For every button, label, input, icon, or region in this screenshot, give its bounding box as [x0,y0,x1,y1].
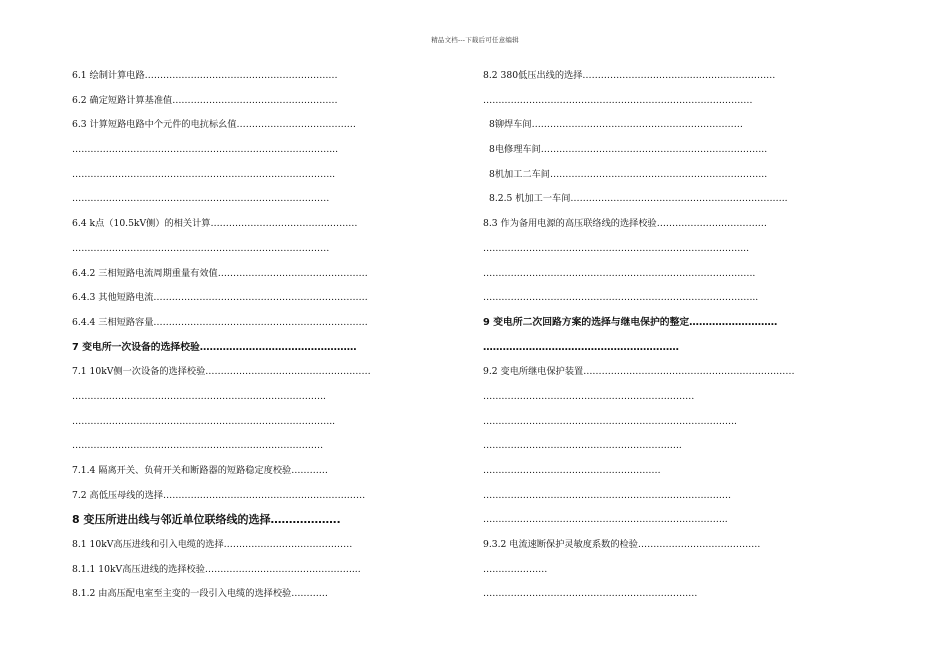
toc-entry: 7.1.4 隔离开关、负荷开关和断路器的短路稳定度校验………… [72,465,328,476]
toc-entry: 8.1.2 由高压配电室至主变的一段引入电缆的选择校验………… [72,588,328,600]
toc-entry: 8.2 380低压出线的选择……………………………………………………… [483,70,776,81]
toc-entry: 7 变电所一次设备的选择校验………………………………………… [72,341,357,353]
toc-entry: 6.4 k点（10.5kV侧）的相关计算………………………………………… [72,218,358,230]
toc-entry: ……………………………………………………………………………... [483,292,759,304]
toc-left-column [72,64,402,607]
toc-entry: ……………………………………………………………………… [483,489,732,501]
toc-entry: 8机加工二车间…………………………………………………………….. [489,168,768,180]
toc-entry: 7.1 10kV侧一次设备的选择校验……………………………………………… [72,366,371,378]
toc-entry: 6.2 确定短路计算基准值……………………………………………… [72,94,338,106]
toc-entry: ……………………………………………………………………….. [72,390,326,402]
page-header: 精品文档---下载后可任意编辑 [431,36,519,44]
toc-entry: ………………………………………………………………………… [72,193,330,205]
toc-entry: 9.2 变电所继电保护装置…………………………………………………………… [483,366,795,378]
toc-entry: …………………………………………………………………………... [483,242,750,254]
toc-entry: ………………………………………………………………………… [72,242,330,254]
toc-entry: 8.3 作为备用电源的高压联络线的选择校验……………………………… [483,218,767,230]
toc-entry: …………………………………………………… [483,341,679,353]
toc-entry: ……………………………………………………………. [483,588,698,600]
toc-entry: …………………………………………………………… [483,390,695,402]
toc-entry: 9 变电所二次回路方案的选择与继电保护的整定……………………… [483,316,778,328]
toc-entry: 8 变压所进出线与邻近单位联络线的选择………………. [72,513,341,527]
toc-entry: ………………………………………………………………………….. [72,168,336,180]
toc-entry: 9.3.2 电流速断保护灵敏度系数的检验…………………………………. [483,539,761,551]
toc-entry: ……………………………………………………………………………. [483,94,753,106]
toc-entry: 8.1.1 10kV高压进线的选择校验…………………………………………... [72,563,361,575]
toc-entry: 6.4.4 三相短路容量……………………………………………………………. [72,316,368,328]
toc-entry: ……………………………………………………………………….. [483,415,737,427]
toc-entry: 8铆焊车间…………………………………………………………… [489,119,743,131]
toc-entry: ……………………………………………………….. [483,440,682,452]
toc-entry: …………………………………………………………………………….. [483,267,756,279]
toc-entry: ………………………………………………………………………….. [72,415,336,427]
toc-entry: 8.2.5 机加工一车间…………………………………………………………….. [489,193,788,205]
toc-entry: 8.1 10kV高压进线和引入电缆的选择…………………………………… [72,539,353,551]
toc-entry: 7.2 高低压母线的选择………………………………………………………… [72,489,366,501]
toc-entry: ………………… [483,563,548,575]
toc-entry: …………………………………………………………………….. [483,514,728,526]
toc-entry: 6.4.2 三相短路电流周期重量有效值…………………………………………. [72,267,368,279]
toc-entry: 6.1 绘制计算电路……………………………………………………… [72,70,338,81]
toc-entry: 8电修理车间……………………………………………………………….. [489,144,768,156]
toc-entry: 6.4.3 其他短路电流……………………………………………………………. [72,292,368,304]
toc-entry: ………………………………………………………………………. [72,440,323,452]
toc-entry: 6.3 计算短路电路中个元件的电抗标幺值………………………………… [72,119,356,131]
toc-entry: …………………………………………………………………………... [72,144,339,156]
toc-entry: …………………………………………………. [483,465,661,476]
toc-right-column [483,64,813,607]
